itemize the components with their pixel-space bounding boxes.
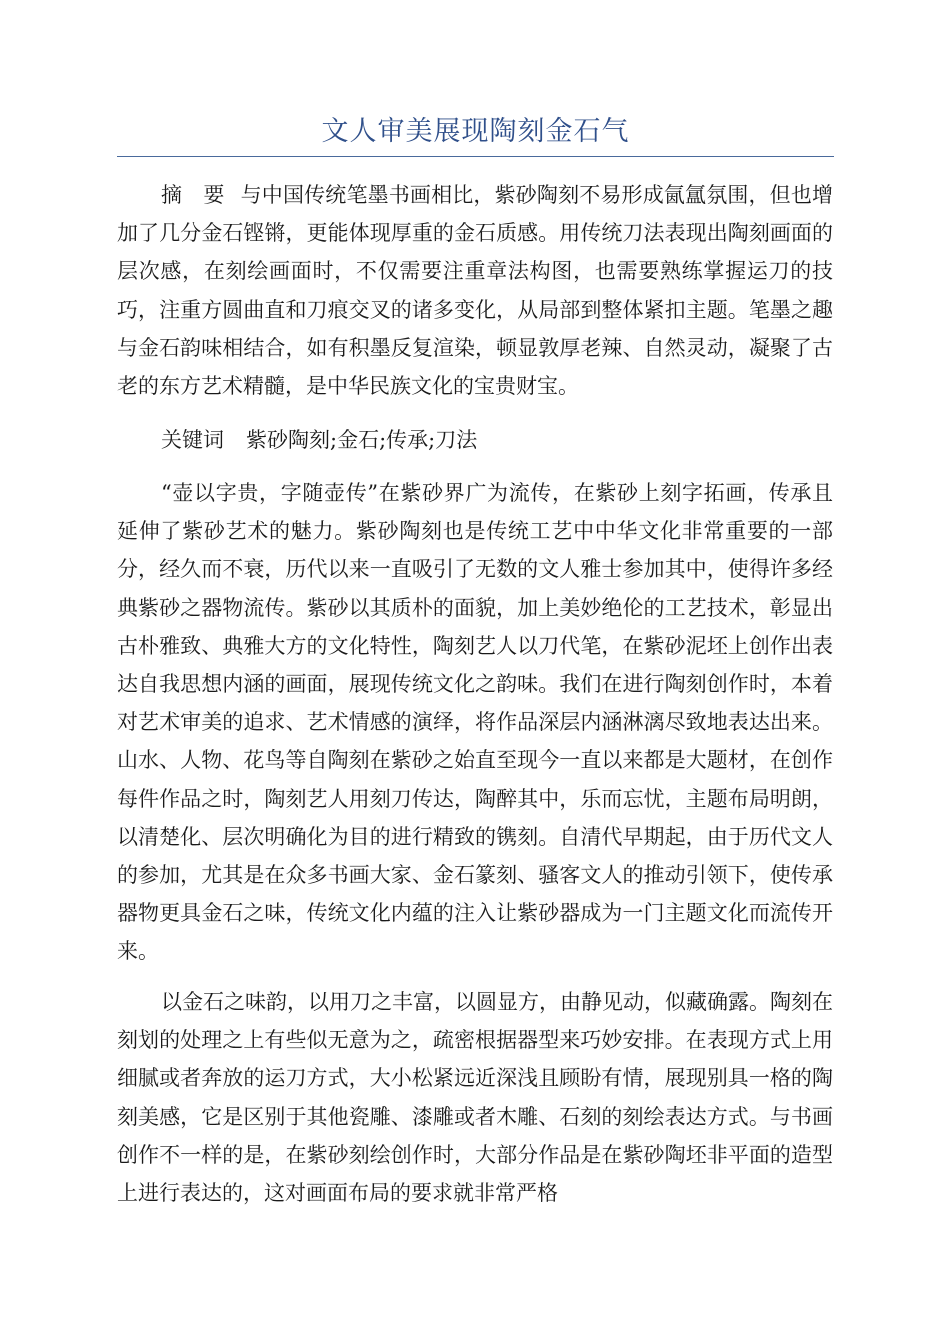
abstract-paragraph: [117, 176, 833, 405]
document-title: 文人审美展现陶刻金石气: [321, 116, 630, 147]
body-paragraph-1: “壶以字贵，字随壶传”在紫砂界广为流传，在紫砂上刻字拓画，传承且延伸了紫砂艺术的魅力。紫砂陶刻也是传统工艺中中华文化非常重要的一部分，经久而不衰，历代以来一直吸引了无数的文人雅士参加其中，使得许多经典紫砂之器物流传。紫砂以其质朴的面貌，加上美妙绝伦的工艺技术，彰显出古朴雅致、典雅大方的文化特性，陶刻艺人以刀代笔，在紫砂泥坯上创作出表达自我思想内涵的画面，展现传统文化之韵味。我们在进行陶刻创作时，本着对艺术审美的追求、艺术情感的演绎，将作品深层内涵淋漓尽致地表达出来。山水、人物、花鸟等自陶刻在紫砂之始直至现今一直以来都是大题材，在创作每件作品之时，陶刻艺人用刻刀传达，陶醉其中，乐而忘忧，主题布局明朗，以清楚化、层次明确化为目的进行精致的镌刻。自清代早期起，由于历代文人的参加，尤其是在众多书画大家、金石篆刻、骚客文人的推动引领下，使传承器物更具金石之味，传统文化内蕴的注入让紫砂器成为一门主题文化而流传开来。: [117, 481, 833, 964]
keywords-text: 紫砂陶刻;金石;传承;刀法: [246, 428, 478, 452]
keywords-label: 关键词: [161, 428, 224, 452]
keywords-paragraph: [117, 421, 833, 459]
body-paragraph-2: 以金石之味韵，以用刀之丰富，以圆显方，由静见动，似藏确露。陶刻在刻划的处理之上有些似无意为之，疏密根据器型来巧妙安排。在表现方式上用细腻或者奔放的运刀方式，大小松紧远近深浅且顾盼有情，展现别具一格的陶刻美感，它是区别于其他瓷雕、漆雕或者木雕、石刻的刻绘表达方式。与书画创作不一样的是，在紫砂刻绘创作时，大部分作品是在紫砂陶坯非平面的造型上进行表达的，这对画面布局的要求就非常严格: [117, 990, 833, 1206]
title-block: [117, 110, 834, 157]
abstract-text: 与中国传统笔墨书画相比，紫砂陶刻不易形成氤氲氛围，但也增加了几分金石铿锵，更能体现厚重的金石质感。用传统刀法表现出陶刻画面的层次感，在刻绘画面时，不仅需要注重章法构图，也需要熟练掌握运刀的技巧，注重方圆曲直和刀痕交叉的诸多变化，从局部到整体紧扣主题。笔墨之趣与金石韵味相结合，如有积墨反复渲染，顿显敦厚老辣、自然灵动，凝聚了古老的东方艺术精髓，是中华民族文化的宝贵财宝。: [117, 183, 833, 399]
abstract-label: 摘 要: [161, 183, 225, 207]
